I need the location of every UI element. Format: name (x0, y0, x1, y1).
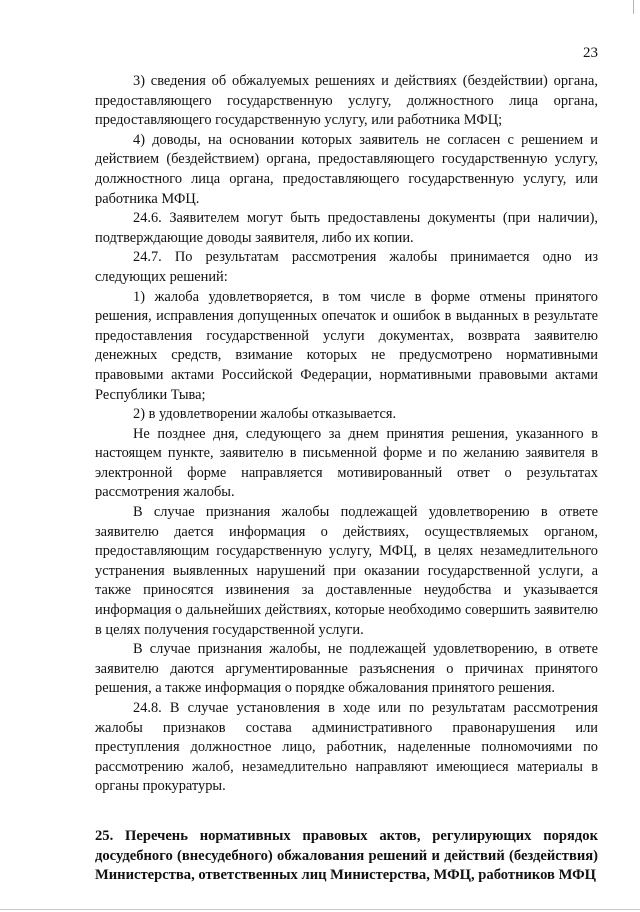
scan-bottom-edge (0, 909, 640, 910)
paragraph-24-8: 24.8. В случае установления в ходе или по результатам рассмотрения жалобы признаков состава административного правонарушения или преступления должностное лицо, работник, наделенные полномочиями по рассмотрению жалоб, незамедлительно направляют имеющиеся материалы в органы прокуратуры. (95, 700, 598, 795)
paragraph-decision-1: 1) жалоба удовлетворяется, в том числе в форме отмены принятого решения, исправления допущенных опечаток и ошибок в выданных в результате предоставления государственной услуги документах, возврата заявителю денежных средств, взимание которых не предусмотрено нормативными правовыми актами Российской Федерации, нормативными правовыми актами Республики Тыва; (95, 288, 598, 403)
paragraph-item-4: 4) доводы, на основании которых заявитель не согласен с решением и действием (бездействием) органа, предоставляющего государственную услугу, должностного лица органа, предоставляющего государственную услугу, или работника МФЦ. (95, 131, 598, 207)
paragraph-decision-2: 2) в удовлетворении жалобы отказывается. (133, 406, 397, 423)
paragraph-complaint-satisfied: В случае признания жалобы подлежащей удовлетворению в ответе заявителю дается информация о действиях, осуществляемых органом, предоставляющим государственную услугу, МФЦ, в целях незамедлительного устранения выявленных нарушений при оказании государственной услуги, а также приносятся извинения за доставленные неудобства и указывается информация о дальнейших действиях, которые необходимо совершить заявителю в целях получения государственной услуги. (95, 504, 598, 638)
page-number: 23 (583, 45, 598, 61)
paragraph-complaint-rejected: В случае признания жалобы, не подлежащей удовлетворению, в ответе заявителю даются аргументированные разъяснения о причинах принятого решения, а также информация о порядке обжалования принятого решения. (95, 641, 598, 697)
paragraph-response-deadline: Не позднее дня, следующего за днем принятия решения, указанного в настоящем пункте, заявителю в письменной форме и по желанию заявителя в электронной форме направляется мотивированный ответ о результатах рассмотрения жалобы. (95, 425, 598, 501)
paragraph-24-7: 24.7. По результатам рассмотрения жалобы принимается одно из следующих решений: (95, 249, 598, 285)
paragraph-24-6: 24.6. Заявителем могут быть предоставлены документы (при наличии), подтверждающие доводы заявителя, либо их копии. (95, 210, 598, 246)
document-body (95, 72, 598, 886)
scan-corner-mark (633, 0, 634, 14)
section-heading: 25. Перечень нормативных правовых актов, регулирующих порядок досудебного (внесудебного) обжалования решений и действий (бездействия) Министерства, ответственных лиц Министерства, МФЦ, работников МФЦ (95, 827, 598, 884)
paragraph-item-3: 3) сведения об обжалуемых решениях и действиях (бездействии) органа, предоставляющего государственную услугу, должностного лица органа, предоставляющего государственную услугу, или работника МФЦ; (95, 73, 598, 129)
